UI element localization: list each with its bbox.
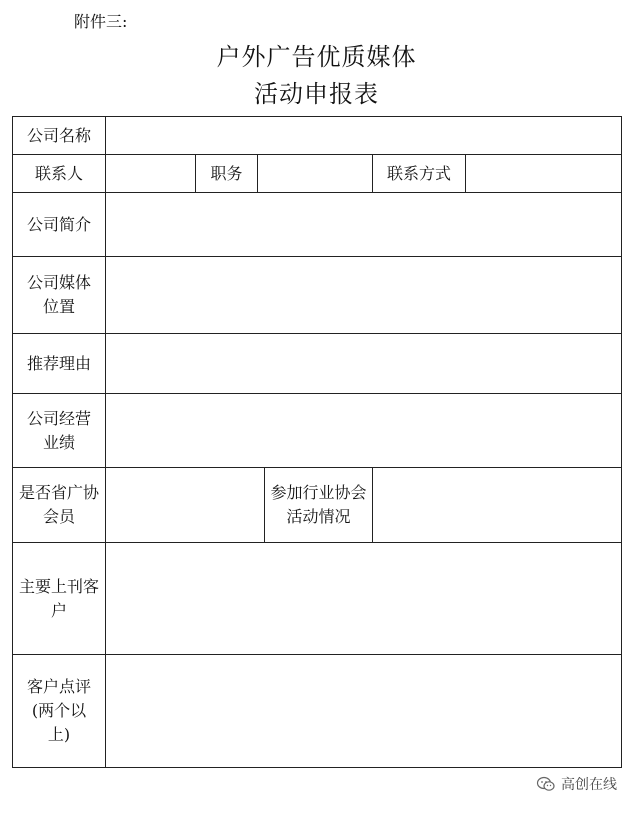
media-location-label bbox=[13, 257, 106, 334]
form-title-line1: 户外广告优质媒体 bbox=[216, 43, 417, 71]
position-label: 职务 bbox=[196, 155, 258, 193]
recommend-reason-field[interactable] bbox=[106, 334, 622, 394]
main-clients-label-line2: 户 bbox=[50, 600, 67, 620]
application-form-table bbox=[12, 116, 622, 768]
form-title-line2: 活动申报表 bbox=[254, 80, 379, 108]
row-client-review bbox=[13, 655, 622, 768]
row-main-clients bbox=[13, 543, 622, 655]
performance-label-line1: 公司经营 bbox=[26, 408, 91, 428]
attachment-label: 附件三: bbox=[74, 12, 128, 31]
contact-method-field[interactable] bbox=[466, 155, 622, 193]
row-media-location bbox=[13, 257, 622, 334]
row-performance bbox=[13, 394, 622, 468]
company-intro-field[interactable] bbox=[106, 193, 622, 257]
performance-label bbox=[13, 394, 106, 468]
main-clients-label-line1: 主要上刊客 bbox=[18, 576, 99, 596]
media-location-field[interactable] bbox=[106, 257, 622, 334]
position-field[interactable] bbox=[258, 155, 373, 193]
client-review-label-line1: 客户点评 bbox=[26, 677, 91, 696]
industry-activity-field[interactable] bbox=[373, 468, 622, 543]
industry-activity-label bbox=[265, 468, 373, 543]
client-review-label-line2: (两个以 bbox=[31, 701, 87, 720]
contact-method-label: 联系方式 bbox=[373, 155, 466, 193]
row-membership bbox=[13, 468, 622, 543]
is-member-label-line1: 是否省广协 bbox=[18, 483, 99, 502]
is-member-label-line2: 会员 bbox=[42, 507, 75, 526]
client-review-label-line3: 上) bbox=[47, 725, 71, 744]
main-clients-field[interactable] bbox=[106, 543, 622, 655]
contact-person-label: 联系人 bbox=[13, 155, 106, 193]
client-review-label bbox=[13, 655, 106, 768]
industry-activity-label-line2: 活动情况 bbox=[286, 507, 351, 526]
is-member-field[interactable] bbox=[106, 468, 265, 543]
media-location-label-line1: 公司媒体 bbox=[26, 273, 91, 292]
row-company-name bbox=[13, 117, 622, 155]
row-contact bbox=[13, 155, 622, 193]
row-company-intro bbox=[13, 193, 622, 257]
is-member-label bbox=[13, 468, 106, 543]
recommend-reason-label: 推荐理由 bbox=[13, 334, 106, 394]
row-recommend-reason bbox=[13, 334, 622, 394]
client-review-field[interactable] bbox=[106, 655, 622, 768]
watermark bbox=[536, 774, 617, 794]
company-name-label: 公司名称 bbox=[13, 117, 106, 155]
performance-label-line2: 业绩 bbox=[42, 432, 75, 452]
performance-field[interactable] bbox=[106, 394, 622, 468]
contact-person-field[interactable] bbox=[106, 155, 196, 193]
industry-activity-label-line1: 参加行业协会 bbox=[270, 483, 367, 502]
main-clients-label bbox=[13, 543, 106, 655]
company-intro-label: 公司简介 bbox=[13, 193, 106, 257]
wechat-icon bbox=[536, 776, 556, 792]
media-location-label-line2: 位置 bbox=[42, 297, 75, 316]
company-name-field[interactable] bbox=[106, 117, 622, 155]
watermark-text: 高创在线 bbox=[561, 777, 617, 793]
